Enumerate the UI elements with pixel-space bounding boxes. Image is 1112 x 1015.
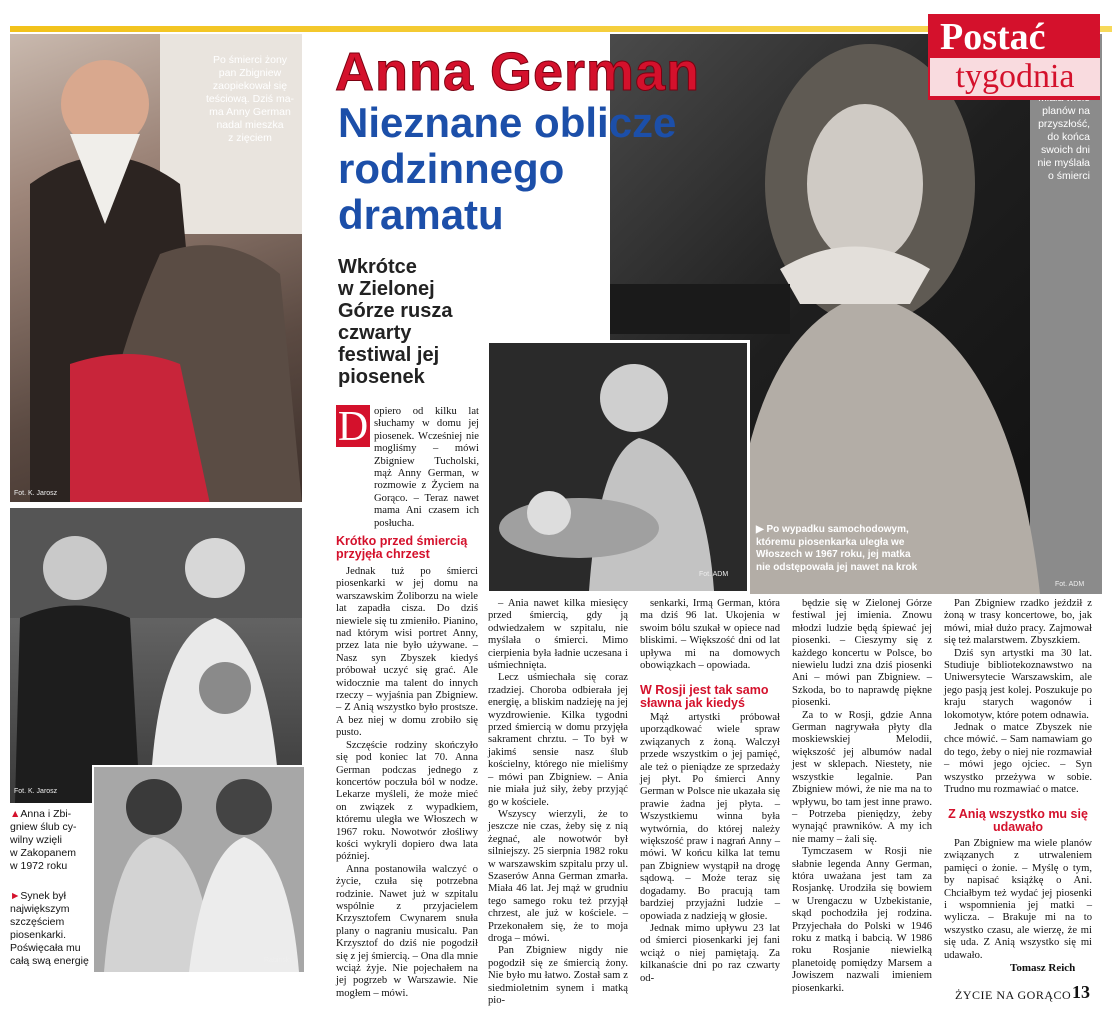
- photo-credit: Fot. ADM: [1055, 581, 1085, 588]
- article-col3: senkarki, Irmą German, która ma dziś 96 lat. Ukojenia w swoim bólu szukał w opiece nad bliskimi. – Większość dni od lat upływa mi na domowych obowiązkach – opowiada.: [640, 598, 780, 672]
- article-col4: będzie się w Zielonej Górze festiwal jej imienia. Znowu młodzi ludzie będą śpiewać jej piosenki. – Cieszymy się z każdego koncertu w Polsce, bo niewielu ludzi zna dziś piosenki Ani – mówi pan Zbigniew. – Szkoda, bo to naprawdę piękne piosenki. Za to w Rosji, gdzie Anna German nagrywała płyty dla moskiewskiej Melodii, większość jej albumów nadal jest w sklepach. Niestety, nie wszystkie legalnie. Pan Zbigniew mówi, że nie ma na to wpływu, bo tam jest inne prawo. – Potrzeba pieniędzy, żeby wynająć prawników. A my ich nie mamy – żali się. Tymczasem w Rosji nie słabnie legenda Anny German, która uważana jest tam za Rosjankę. Urodziła się bowiem w Urengaczu w Uzbekistanie, skąd pochodziła jej rodzina. Przyjechała do Polski w 1946 roku z matką i babcią. W 1986 roku Rosjanie niewielką planetoidę pomiędzy Marsem a Jowiszem nazwali imieniem piosenkarki.: [792, 598, 932, 994]
- headline-name: Anna German: [335, 42, 701, 102]
- footer-page-number: 13: [1072, 982, 1090, 1002]
- postac-tygodnia-banner: [928, 14, 1100, 100]
- headline-main: Nieznane oblicze rodzinnego dramatu: [338, 99, 677, 238]
- photo-mother-and-son: [92, 765, 306, 974]
- photo-hospital: [486, 340, 750, 594]
- footer-magazine: ŻYCIE NA GORĄCO: [955, 988, 1072, 1002]
- photo-credit: Rabiński: [264, 957, 291, 964]
- article-intro: opiero od kilku lat słuchamy w domu jej piosenek. Wcześniej nie mogliśmy – mówi Zbigniew Tucholski, mąż Anny German, w rozmowie z Życiem na Gorąco. – Teraz nawet mama Ani czasem ich posłucha.: [374, 406, 479, 529]
- photo-mother-and-son-figures: [94, 767, 304, 972]
- caption-hospital: ▶ Po wypadku samochodowym, któremu piosenkarka uległa we Włoszech w 1967 roku, jej matka nie odstępowała jej nawet na krok: [756, 524, 918, 573]
- article-col5d: Pan Zbigniew ma wiele planów związanych z utrwaleniem pamięci o żonie. – Myślę o tym, by napisać książkę o Ani. Chciałbym też wydać jej piosenki i wspomnienia jej matki – wylicza. – Brakuje mi na to wszystko czasu, ale wierzę, że mi się uda. Z Anią wszystko się mi udawało.: [944, 838, 1092, 961]
- article-col2: – Ania nawet kilka miesięcy przed śmiercią, gdy ją odwiedzałem w szpitalu, nie myślała o śmierci. Mimo cierpienia była ładnie uczesana i uśmiechnięta. Lecz uśmiechała się coraz rzadziej. Choroba odbierała jej energię, a bliskim nadzieję na jej wyzdrowienie. Kilka tygodni przed śmiercią w domu przyjęła sakrament chrztu. – To był w jakimś sensie nasz ślub kościelny, którego nie mieliśmy – mówi pan Zbigniew. – Ania nie miała już siły, żeby przyjąć go w kościele. Wszyscy wierzyli, że to jeszcze nie czas, żeby się z nią żegnać, ale nowotwór był silniejszy. 25 sierpnia 1982 roku w warszawskim szpitalu przy ul. Szaserów Anna German zmarła. Miała 46 lat. Jej mąż w grudniu tego samego roku też przyjął chrzest, ale już w kościele. – Przekonałem się, że to moja droga – mówi. Pan Zbigniew nigdy nie pogodził się ze śmiercią żony. Nie było mu łatwo. Został sam z siedmioletnim synem i matką pio-: [488, 598, 628, 1006]
- caption-wedding: ▲Anna i Zbi- gniew ślub cy- wilny wzięli w Zakopanem w 1972 roku: [10, 808, 77, 872]
- photo-zbigniew-and-mother: [10, 34, 302, 502]
- photo-hospital-figures: [489, 343, 747, 591]
- article-col1: Jednak tuż po śmierci piosenkarki w jej domu na warszawskim Żoliborzu na wiele lat zapadła cisza. Do dziś niewiele się tu zmieniło. Pianino, nad którym wisi portret Anny, przez lata nie było używane. – Nasz syn Zbyszek kiedyś próbował uczyć się grać. Ale widocznie ma talent do innych rzeczy – wyjaśnia pan Zbigniew. – Z Anią wszystko było prostsze. A bez niej w domu zrobiło się pusto. Szczęście rodziny skończyło się pod koniec lat 70. Anna German podczas jednego z koncertów poczuła ból w nodze. Lekarze myśleli, że może mieć on związek z wypadkiem, któremu uległa we Włoszech w 1967 roku. Nowotwór złośliwy kości wykryli dopiero dwa lata później. Anna postanowiła walczyć o życie, czuła się potrzebna rodzinie. Nawet już w szpitalu wspólnie z przyjacielem Krzysztofem Cwynarem snuła plany o nagraniu musicalu. Pan Krzysztof do dziś nie pogodził się z jej śmiercią. – Ona dla mnie wciąż żyje. Nie pojechałem na jej pogrzeb w Warszawie. Nie mogłem – mówi.: [336, 566, 478, 999]
- caption-son: ►Synek był największym szczęściem piosenkarki. Poświęcała mu całą swą energię: [10, 890, 89, 967]
- photo-wedding: [10, 508, 302, 803]
- caption-bullet-icon: ▲: [10, 808, 21, 820]
- dropcap: D: [337, 404, 369, 450]
- article-col5: Pan Zbigniew rzadko jeździł z żoną w trasy koncertowe, bo, jak mówi, miał dużo pracy. Zajmował się też malarstwem. Zbyszkiem. Dziś syn artystki ma 30 lat. Studiuje bibliotekoznawstwo na Uniwersytecie Warszawskim, ale jego pasją jest kolej. Poszukuje po kraju starych wagonów i lokomotyw, które potem odnawia. Jednak o matce Zbyszek nie chce mówić. – Sam namawiam go do tego, żeby o niej nie rozmawiał – mówi jego ojciec. – Syn wszystko przeżywa w sobie. Trudno mu rozmawiać o matce.: [944, 598, 1092, 796]
- author: Tomasz Reich: [1010, 962, 1076, 974]
- caption-bullet-icon: ►: [10, 890, 21, 902]
- photo-credit: Fot. K. Jarosz: [14, 788, 58, 795]
- subhead-ania: Z Anią wszystko mu się udawało: [948, 807, 1088, 834]
- article-col3b: Mąż artystki próbował uporządkować wiele spraw związanych z żoną. Walczył przede wszystkim o jej pamięć, ale też o pieniądze ze sprzedaży jej płyt. Po śmierci Anny German w Polsce nie ukazała się prawie żadna jej płyta. – Wszystkiemu winna była wytwórnia, do której należy większość praw i nagrań Anny – mówi. W końcu kilka lat temu pan Zbigniew wystąpił na drogę sądową. – Może teraz się dogadamy. Bo pracują tam bardziej przyjaźni ludzie – opowiada z nadzieją w głosie. Jednak mimo upływu 23 lat od śmierci piosenkarki jej fani wciąż o niej pamiętają. Za kilkanaście dni po raz czwarty od-: [640, 712, 780, 984]
- photo-credit: Fot. K. Jarosz: [14, 490, 58, 497]
- subhead-rosja: W Rosji jest tak samo sławna jak kiedyś: [640, 683, 769, 710]
- banner-line2: tygodnia: [930, 58, 1100, 96]
- subhead-chrzest: Krótko przed śmiercią przyjęła chrzest: [336, 534, 468, 561]
- photo-wedding-figures: [10, 508, 302, 803]
- banner-line1: Postać: [940, 16, 1046, 58]
- headline-deck: Wkrótce w Zielonej Górze rusza czwarty festiwal jej piosenek: [338, 256, 453, 388]
- caption-left-top: Po śmierci żony pan Zbigniew zaopiekował się teściową. Dziś ma- ma Anny German nadal mieszka z zięciem: [205, 54, 295, 144]
- caption-bullet-icon: ▶: [756, 524, 764, 535]
- photo-credit: Fot. ADM: [699, 571, 729, 578]
- caption-portrait: planów na przyszłość, do końca swoich dni nie myślała o śmierci: [1037, 105, 1090, 182]
